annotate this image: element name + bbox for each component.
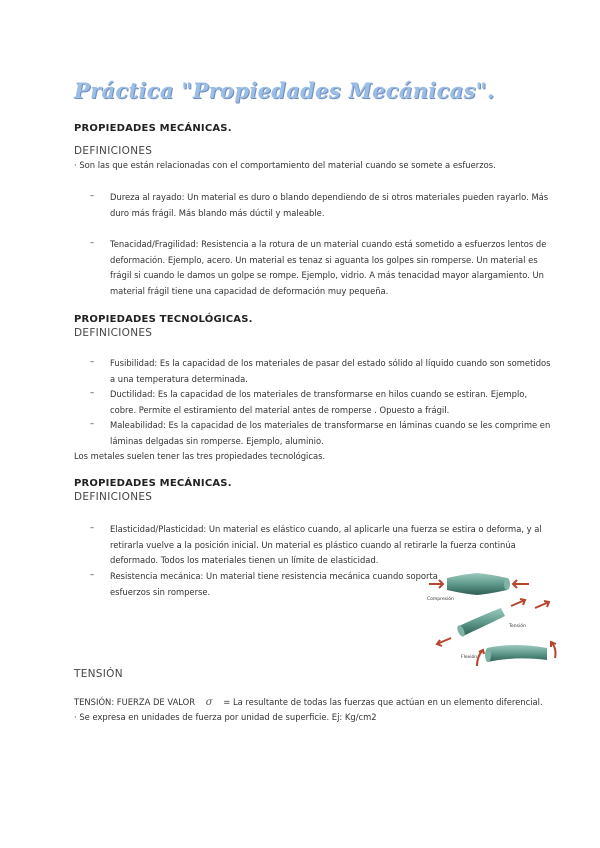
stress-types-illustration	[425, 568, 565, 668]
bullet-dash: –	[90, 356, 95, 366]
list-item: Tenacidad/Fragilidad: Resistencia a la rotura de un material cuando está sometido a esfuerzos lentos de deformación. Ejemplo, acero. Un material es tenaz si aguanta los golpes sin romperse. Un material es frágil si cuando le damos un golpe se rompe. Ejemplo, vidrio. A más tenacidad mayor alargamiento. Un material frágil tiene una capacidad de deformación muy pequeña.	[110, 239, 547, 296]
arrow-icon	[535, 601, 549, 608]
arrow-icon	[429, 580, 443, 588]
arrow-icon	[477, 650, 484, 666]
bullet-dash: –	[90, 190, 95, 200]
section3-heading: PROPIEDADES MECÁNICAS.	[74, 478, 232, 489]
figure-label-tension: Tensión	[509, 624, 526, 629]
arrow-icon	[511, 599, 525, 606]
section2-subheading: DEFINICIONES	[74, 327, 153, 339]
list-item: Ductilidad: Es la capacidad de los materiales de transformarse en hilos cuando se estiran. Ejemplo, cobre. Permite el estiramiento del material antes de romperse . Opuesto a frágil.	[110, 389, 528, 415]
section2-closing: Los metales suelen tener las tres propiedades tecnológicas.	[74, 451, 326, 461]
document-title: Práctica "Propiedades Mecánicas".	[74, 78, 495, 103]
arrow-icon	[551, 642, 556, 658]
tension-units: · Se expresa en unidades de fuerza por unidad de superficie. Ej: Kg/cm2	[74, 712, 377, 722]
section1-intro: · Son las que están relacionadas con el comportamiento del material cuando se somete a esfuerzos.	[74, 160, 496, 170]
bullet-dash: –	[90, 522, 95, 532]
bullet-dash: –	[90, 418, 95, 428]
section2-heading: PROPIEDADES TECNOLÓGICAS.	[74, 314, 253, 325]
tension-definition: TENSIÓN: FUERZA DE VALOR σ = La resultante de todas las fuerzas que actúan en un elemento diferencial.	[74, 697, 543, 708]
arrow-icon	[513, 580, 529, 588]
list-item: Resistencia mecánica: Un material tiene resistencia mecánica cuando soporta esfuerzos sin romperse.	[110, 571, 438, 597]
bullet-dash: –	[90, 237, 95, 247]
list-item: Fusibilidad: Es la capacidad de los materiales de pasar del estado sólido al líquido cuando son sometidos a una temperatura determinada.	[110, 358, 551, 384]
list-item: Elasticidad/Plasticidad: Un material es elástico cuando, al aplicarle una fuerza se estira o deforma, y al retirarla vuelve a la posición inicial. Un material es plástico cuando al retirarle la fuerza continúa deformado. Todos los materiales tienen un límite de elasticidad.	[110, 524, 542, 565]
section1-subheading: DEFINICIONES	[74, 145, 153, 157]
section1-heading: PROPIEDADES MECÁNICAS.	[74, 123, 232, 134]
bullet-dash: –	[90, 569, 95, 579]
sigma-symbol: σ	[205, 697, 213, 708]
compression-bar	[447, 573, 510, 595]
flexion-bar	[485, 645, 547, 662]
section4-heading: TENSIÓN	[74, 668, 123, 680]
tension-bar	[456, 608, 505, 638]
arrow-icon	[437, 638, 451, 646]
list-item: Maleabilidad: Es la capacidad de los materiales de transformarse en láminas cuando se les comprime en láminas delgadas sin romperse. Ejemplo, aluminio.	[110, 420, 551, 446]
figure-label-compression: Compresión	[427, 597, 454, 602]
figure-label-flexion: Flexión	[461, 655, 478, 660]
list-item: Dureza al rayado: Un material es duro o blando dependiendo de si otros materiales pueden rayarlo. Más duro más frágil. Más blando más dúctil y maleable.	[110, 192, 549, 218]
section3-subheading: DEFINICIONES	[74, 491, 153, 503]
bullet-dash: –	[90, 387, 95, 397]
